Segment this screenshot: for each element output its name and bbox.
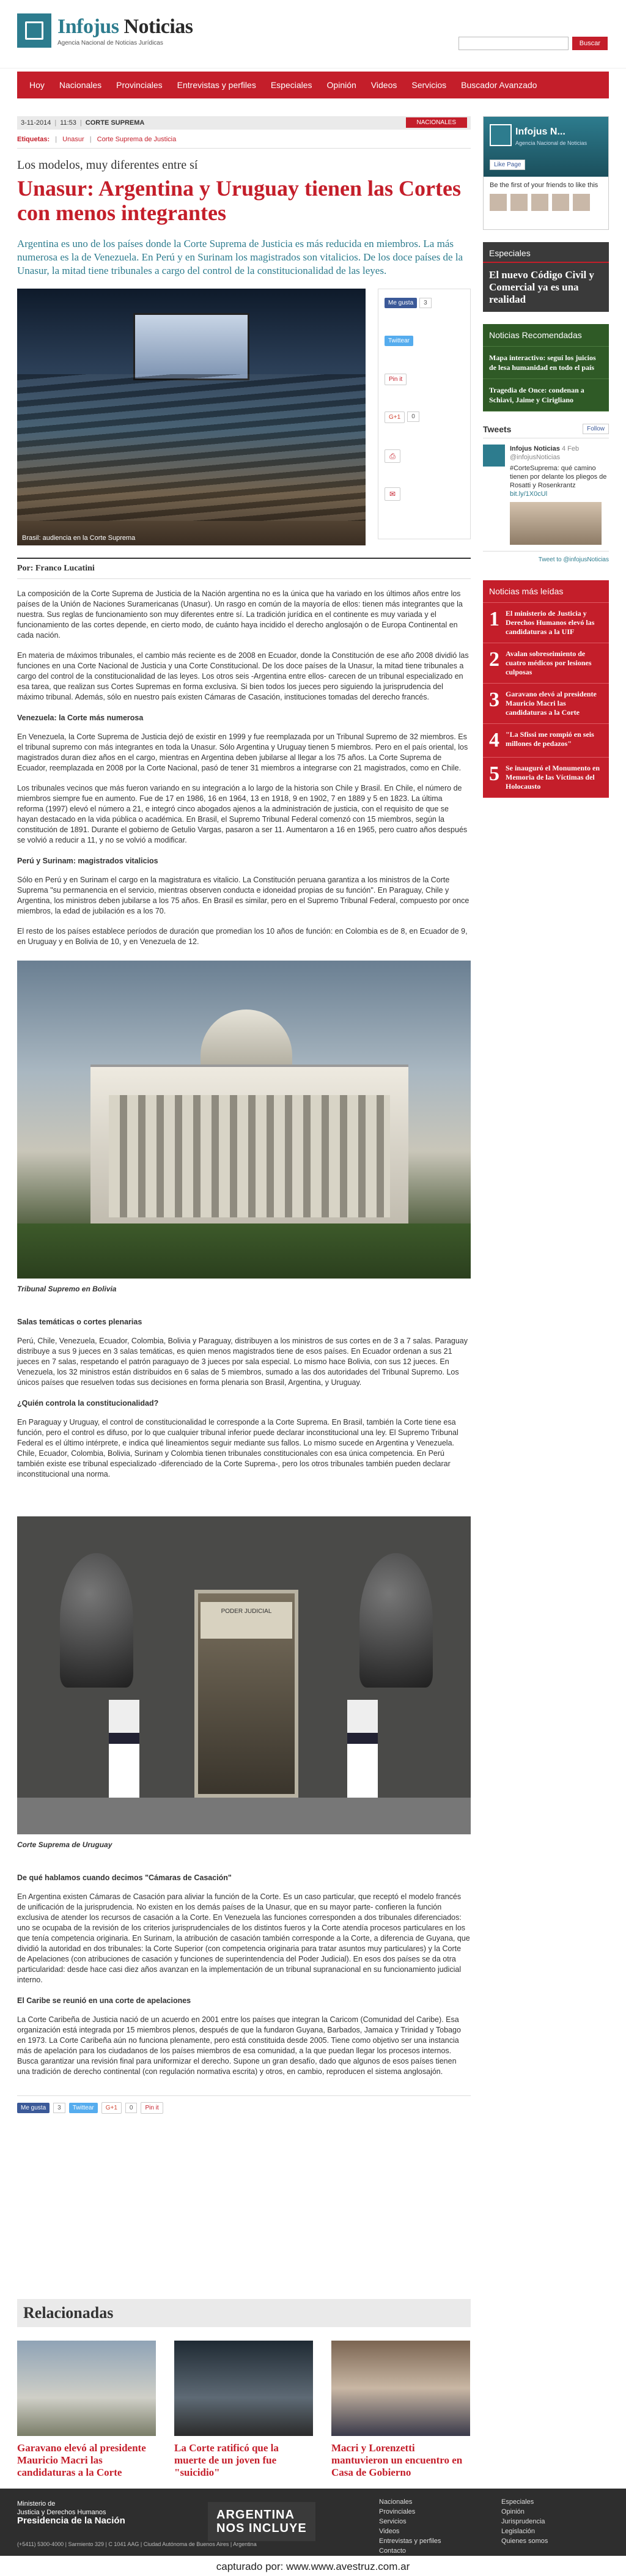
most-read-item-title[interactable]: Garavano elevó al presidente Mauricio Macri las candidaturas a la Corte: [506, 690, 597, 717]
related-item-title[interactable]: Macri y Lorenzetti mantuvieron un encuentro en Casa de Gobierno: [331, 2442, 463, 2478]
logo-subtitle: Agencia Nacional de Noticias Jurídicas: [57, 39, 163, 46]
most-read-item[interactable]: [483, 603, 609, 643]
facebook-page-name[interactable]: Infojus N...: [515, 127, 565, 137]
facebook-like-page-button[interactable]: Like Page: [490, 160, 525, 170]
related-item[interactable]: [17, 2341, 156, 2479]
paragraph: La composición de la Corte Suprema de Justicia de la Nación argentina no es la única que ha variado en los últimos años entre los países de la Unión de Naciones Suramericanas (Unasur). Un rasgo en común de la mayoría de ellos: tienen más integrantes que la nuestra. Sus reglas de funcionamiento son muy diferentes entre sí. La tradición jurídica en el continente es muy variada y el funcionamiento de las cortes depende, en cierto modo, de cuánto haya incidido el derecho anglosajón o de Europa Continental en cada nación.: [17, 589, 463, 640]
footer-link[interactable]: Quienes somos: [501, 2537, 548, 2545]
article-date: 3-11-2014: [21, 119, 51, 127]
related-thumb[interactable]: [17, 2341, 156, 2436]
footer-link[interactable]: Videos: [379, 2528, 400, 2535]
rank: 4: [489, 729, 499, 751]
footer-link[interactable]: Contacto: [379, 2547, 407, 2555]
article-headline: Unasur: Argentina y Uruguay tienen las Cortes con menos integrantes: [17, 176, 461, 225]
article-section: CORTE SUPREMA: [85, 119, 145, 127]
google-plus-count-bottom: 0: [125, 2103, 138, 2113]
facebook-faces: [484, 194, 608, 211]
google-plus-button[interactable]: G+1: [385, 411, 405, 423]
most-read-box: [483, 580, 609, 798]
related-item-title[interactable]: La Corte ratificó que la muerte de un joven fue "suicidio": [174, 2442, 279, 2478]
subheading: De qué hablamos cuando decimos "Cámaras de Casación": [17, 1873, 232, 1882]
tweet-photo[interactable]: [510, 502, 602, 545]
tweet-link[interactable]: bit.ly/1X0cUl: [510, 490, 548, 498]
sidebar: [483, 116, 609, 798]
recomendada-item[interactable]: Tragedia de Once: condenan a Schiavi, Jaime y Cirigliano: [483, 379, 609, 411]
paragraph: La Corte Caribeña de Justicia nació de un acuerdo en 2001 entre los países que integran la Caricom (Comunidad del Caribe). Esa organización está integrada por 15 miembros plenos, después de que la fundaron Guyana, Barbados, Jamaica y Trinidad y Tobago en 1973. La Corte Caribeña aún no funciona plenamente, pero está constituida desde 2005. Tiene como objetivo ser una instancia más de apelación para los ciudadanos de los países miembros de esa comunidad, a la que puedan llegar los procesos internos. Busca garantizar una revisión final para uniformizar el derecho. Supone un gran desafío, dado que algunos de esos países tienen una tradición de derecho continental (con regulación normativa escrita) y otros, en cambio, reproducen el sistema anglosajón.: [17, 2015, 461, 2076]
facebook-page-widget: [483, 116, 609, 230]
tags-label: Etiquetas:: [17, 136, 50, 143]
subheading: Salas temáticas o cortes plenarias: [17, 1318, 142, 1326]
logo-mark-icon: [17, 13, 51, 48]
paragraph: Los tribunales vecinos que más fueron variando en su integración a lo largo de la historia son Chile y Brasil. En Chile, el número de miembros siempre fue en aumento. Fue de 17 en 1986, 16 en 1964, 13 en 1918, 9 en 1902, 7 en 1889 y 5 en 1823. La última reforma (1997) elevó el número a 21, e integró cinco abogados ajenos a la administración de justicia, con el requisito de que se hayan destacado en la vida pública o académica. En Brasil, el Supremo Tribunal Federal comenzó con 15 miembros, según la constitución de 1891. Durante el gobierno de Getulio Vargas, pasaron a ser 11. Aumentaron a 16 en 1965, pero cuatro años después se volvió a reducir a 11, y no se volvió a modificar.: [17, 784, 468, 844]
related-item-title[interactable]: Garavano elevó al presidente Mauricio Macri las candidaturas a la Corte: [17, 2442, 146, 2478]
bolivia-court-photo[interactable]: [17, 961, 471, 1279]
footer-links: [379, 2498, 599, 2555]
especiales-box: [483, 242, 609, 312]
rank: 3: [489, 688, 499, 711]
footer-link[interactable]: Opinión: [501, 2508, 525, 2515]
main-nav: [17, 72, 609, 98]
article-kicker: Los modelos, muy diferentes entre sí: [17, 158, 198, 172]
twitter-share-button[interactable]: Twittear: [385, 336, 413, 346]
nav-entrevistas[interactable]: Entrevistas y perfiles: [177, 80, 256, 90]
facebook-like-count: 3: [419, 298, 432, 308]
tweet-to-link[interactable]: Tweet to @infojusNoticias: [483, 551, 609, 568]
avatar: [510, 194, 528, 211]
argentina-nos-incluye-logo: ARGENTINA NOS INCLUYE: [208, 2502, 315, 2541]
footer-address: (+5411) 5300-4000 | Sarmiento 329 | C 1041 AAG | Ciudad Autónoma de Buenos Aires | Argentina: [17, 2541, 257, 2547]
paragraph: Perú, Chile, Venezuela, Ecuador, Colombia, Bolivia y Paraguay, distribuyen a los ministros de sus cortes en de 3 a 7 salas. Paraguay distribuye a sus 9 jueces en 3 salas temáticas, es quien menos magistrados tiene de esos países. En Ecuador ordenan a sus 21 jueces en 7 salas, respetando el patrón paraguayo de 3 jueces por sala especial. Lo mismo hace Bolivia, con sus 12 jueces. En Venezuela, los 32 ministros están distribuidos en 6 salas de 5 miembros, sumado a las dos autoridades del Tribunal Supremo. Los únicos países que resuelven todas sus decisiones en forma plenaria son Brasil, Argentina, y Uruguay.: [17, 1337, 468, 1387]
related-news: [17, 2299, 471, 2479]
site-footer: [0, 2489, 626, 2556]
article-lead: Argentina es uno de los países donde la Corte Suprema de Justicia es más reducida en miembros. La más numerosa es la de Venezuela. En Perú y en Surinam los magistrados son vitalicios. De los doce países de la Unasur, la mitad tiene tribunales a cargo del control de la constitucionalidad de las leyes.: [17, 238, 463, 276]
facebook-page-sub: Agencia Nacional de Noticias: [515, 140, 587, 146]
paragraph: Sólo en Perú y en Surinam el cargo en la magistratura es vitalicio. La Constitución peruana garantiza a los ministros de la Corte Suprema "su permanencia en el servicio, mientras observen conducta e idoneidad propias de su función". En Paraguay, Chile y Argentina, los ministros deben jubilarse a los 75 años. En Brasil es similar, pero en el Supremo Tribunal Federal, compuesto por once miembros, la edad de jubilación es a los 70.: [17, 876, 470, 915]
avatar: [531, 194, 548, 211]
captured-by-watermark: capturado por: www.www.avestruz.com.ar: [0, 2557, 626, 2576]
nav-hoy[interactable]: Hoy: [29, 80, 45, 90]
related-item[interactable]: [174, 2341, 313, 2479]
avatar: [490, 194, 507, 211]
recomendada-item[interactable]: Mapa interactivo: seguí los juicios de lesa humanidad en todo el país: [483, 347, 609, 379]
twitter-share-button-bottom[interactable]: Twittear: [69, 2103, 98, 2113]
share-bar-bottom: [17, 2095, 471, 2114]
tweet-time: 4 Feb: [561, 445, 580, 452]
pinterest-button-bottom[interactable]: Pin it: [141, 2102, 163, 2114]
article-column: [17, 116, 471, 2114]
tag-unasur[interactable]: Unasur: [62, 136, 84, 143]
logo-title: Infojus Noticias: [57, 15, 193, 38]
search-button[interactable]: Buscar: [572, 37, 608, 50]
tweet-handle[interactable]: @infojusNoticias: [510, 454, 561, 461]
email-icon[interactable]: ✉: [385, 487, 400, 501]
rank: 1: [489, 608, 499, 630]
subheading: ¿Quién controla la constitucionalidad?: [17, 1399, 159, 1408]
subheading: El Caribe se reunió en una corte de apelaciones: [17, 1996, 191, 2005]
article-meta: 3-11-2014 | 11:53 | CORTE SUPREMA NACIONALES: [17, 116, 471, 130]
main-photo-caption: Brasil: audiencia en la Corte Suprema: [22, 534, 136, 542]
nav-provinciales[interactable]: Provinciales: [116, 80, 163, 90]
related-title: Relacionadas: [17, 2299, 471, 2327]
footer-link[interactable]: Servicios: [379, 2518, 407, 2525]
nav-especiales[interactable]: Especiales: [270, 80, 312, 90]
recomendadas-title: Noticias Recomendadas: [483, 324, 609, 347]
most-read-item[interactable]: [483, 684, 609, 724]
related-item[interactable]: [331, 2341, 470, 2479]
especiales-item[interactable]: El nuevo Código Civil y Comercial ya es una realidad: [489, 269, 594, 305]
twitter-widget: [483, 424, 609, 568]
site-logo[interactable]: [17, 13, 193, 48]
tweet: [483, 438, 609, 551]
tags-bar: Etiquetas: | Unasur | Corte Suprema de Justicia: [17, 136, 471, 149]
most-read-item-title[interactable]: Avalan sobreseimiento de cuatro médicos por lesiones culposas: [506, 649, 592, 676]
twitter-follow-button[interactable]: Follow: [583, 424, 609, 434]
nav-opinion[interactable]: Opinión: [326, 80, 356, 90]
especiales-title: Especiales: [483, 242, 609, 263]
rank: 2: [489, 648, 499, 671]
google-plus-count: 0: [407, 411, 419, 422]
related-thumb[interactable]: [331, 2341, 470, 2436]
footer-link[interactable]: Especiales: [501, 2498, 534, 2506]
subheading: Perú y Surinam: magistrados vitalicios: [17, 857, 158, 865]
google-plus-button-bottom[interactable]: G+1: [101, 2102, 122, 2114]
main-photo[interactable]: [17, 289, 366, 545]
facebook-page-avatar: [490, 124, 512, 146]
facebook-like-count-bottom: 3: [53, 2103, 65, 2113]
search-input[interactable]: [458, 37, 569, 50]
most-read-item[interactable]: [483, 724, 609, 758]
footer-link[interactable]: Entrevistas y perfiles: [379, 2537, 441, 2545]
bolivia-photo-caption: Tribunal Supremo en Bolivia: [17, 1285, 117, 1293]
tag-corte-suprema[interactable]: Corte Suprema de Justicia: [97, 136, 177, 143]
footer-link[interactable]: Nacionales: [379, 2498, 413, 2506]
section-badge[interactable]: NACIONALES: [406, 117, 467, 128]
tweet-avatar[interactable]: [483, 445, 505, 467]
nav-videos[interactable]: Videos: [370, 80, 397, 90]
most-read-title: Noticias más leídas: [483, 580, 609, 603]
tweet-text: #CorteSuprema: qué camino tienen por delante los pliegos de Rosatti y Rosenkrantz: [510, 465, 607, 489]
poder-judicial-sign: PODER JUDICIAL: [201, 1602, 292, 1639]
paragraph: En Paraguay y Uruguay, el control de constitucionalidad le corresponde a la Corte Suprema. En Brasil, también la Corte tiene esa función, pero el control es difuso, por lo que cualquier tribunal inferior puede declarar inconstitucional una ley. El Supremo Tribunal Federal es el último intérprete, e indica qué lineamientos seguir mediante sus fallos. Lo mismo sucede en Argentina y Venezuela. Chile, Ecuador, Colombia, Bolivia, Surinam y Colombia tienen tribunales constitucionales con esa única competencia. En Perú también existe ese tribunal especializado -diferenciado de la Corte Suprema-, pero los otros tribunales también pueden declarar inconstitucional una norma.: [17, 1418, 458, 1478]
facebook-like-prompt: Be the first of your friends to like this: [490, 182, 598, 189]
uruguay-photo-caption: Corte Suprema de Uruguay: [17, 1840, 112, 1849]
most-read-item-title[interactable]: Se inauguró el Monumento en Memoria de las Víctimas del Holocausto: [506, 764, 600, 791]
avatar: [552, 194, 569, 211]
site-header: [0, 0, 626, 68]
nav-servicios[interactable]: Servicios: [411, 80, 447, 90]
ministry-logo[interactable]: Ministerio de Justicia y Derechos Humanos Presidencia de la Nación: [17, 2500, 125, 2526]
tweets-title: Tweets: [483, 424, 512, 434]
tweet-user[interactable]: Infojus Noticias: [510, 445, 560, 452]
subheading: Venezuela: la Corte más numerosa: [17, 714, 144, 722]
related-thumb[interactable]: [174, 2341, 313, 2436]
most-read-item[interactable]: [483, 643, 609, 684]
nav-nacionales[interactable]: Nacionales: [59, 80, 102, 90]
recomendadas-box: [483, 324, 609, 411]
paragraph: En materia de máximos tribunales, el cambio más reciente es de 2008 en Ecuador, donde la Constitución de ese año 2008 dividió las funciones en una Corte Nacional de Justicia y una Corte Constitucional. De los doce países de la Unasur, la mitad tiene tribunales a cargo del control de la constitucionalidad de las leyes. Los otros seis -Argentina entre ellos- carecen de un tribunal especializado en esa tarea, que realizan sus Cortes Supremas en forma exclusiva. Si bien todos los jueces pero siguiendo la jurisprudencia del máximo tribunal. Además, sólo en nuestro país existen Cámaras de Casación, instituciones tomadas del derecho francés.: [17, 651, 469, 701]
rank: 5: [489, 762, 499, 785]
avatar: [573, 194, 590, 211]
paragraph: El resto de los países establece períodos de duración que promedian los 10 años de función: en Colombia es de 8, en Ecuador de 9, en Uruguay y en Bolivia de 10, y en Venezuela de 12.: [17, 927, 468, 946]
paragraph: En Argentina existen Cámaras de Casación para aliviar la función de la Corte. Es un caso particular, que receptó el modelo francés de unificación de la jurisprudencia. No existen en los demás países de la Unasur, que en su mayor parte- confieren la función exclusiva de atender los recursos de casación a la Corte. En Venezuela las funciones corresponden a dos tribunales diferenciados: uno se ocupaba de la revisión de los criterios jurisprudenciales de los distintos fueros y la Corte atendía procesos particulares en los que tenía competencia originaria. En Surinam, la atribución de casación también corresponde a la Corte, a diferencia de Guyana, que dividió la autoridad en dos tribunales: la Corte Superior (con competencia originaria para tratar asuntos muy particulares) y la Corte de Apelaciones (con atribuciones de casación y funciones de superintendencia del Poder Judicial). En esos dos países se da otra particularidad: desde hace casi diez años avanzan en la implementación de un tribunal supranacional en su funcionamiento judicial interno.: [17, 1892, 470, 1984]
footer-link[interactable]: Provinciales: [379, 2508, 416, 2515]
article-author: Por: Franco Lucatini: [17, 558, 471, 579]
most-read-item-title[interactable]: El ministerio de Justicia y Derechos Humanos elevó las candidaturas a la UIF: [506, 609, 595, 636]
share-panel: [378, 289, 471, 539]
article-time: 11:53: [60, 119, 76, 127]
paragraph: En Venezuela, la Corte Suprema de Justicia dejó de existir en 1999 y fue reemplazada por un Tribunal Supremo de 32 miembros. Es el tribunal supremo con más integrantes en toda la Unasur. Sólo Argentina y Uruguay tienen 5 miembros. Pero en el país oriental, los magistrados duran diez años en el cargo, mientras en Argentina deben jubilarse al llegar a los 75 años. La Corte Suprema de Ecuador, reemplazada en 2008 por la Corte Nacional, pasó de tener 31 miembros a integrarse con 21 magistrados, como en Chile.: [17, 733, 468, 772]
facebook-like-button-bottom[interactable]: Me gusta: [17, 2103, 50, 2113]
most-read-item-title[interactable]: "La Sfissi me rompió en seis millones de pedazos": [506, 730, 594, 748]
footer-link[interactable]: Jurisprudencia: [501, 2518, 545, 2525]
nav-buscador-avanzado[interactable]: Buscador Avanzado: [461, 80, 537, 90]
most-read-item[interactable]: [483, 758, 609, 798]
print-icon[interactable]: ⎙: [385, 449, 400, 463]
search-form: [458, 37, 608, 50]
article-body: [17, 589, 471, 2077]
pinterest-button[interactable]: Pin it: [385, 374, 407, 385]
facebook-like-button[interactable]: Me gusta: [385, 298, 417, 308]
uruguay-court-photo[interactable]: [17, 1516, 471, 1834]
footer-link[interactable]: Legislación: [501, 2528, 536, 2535]
